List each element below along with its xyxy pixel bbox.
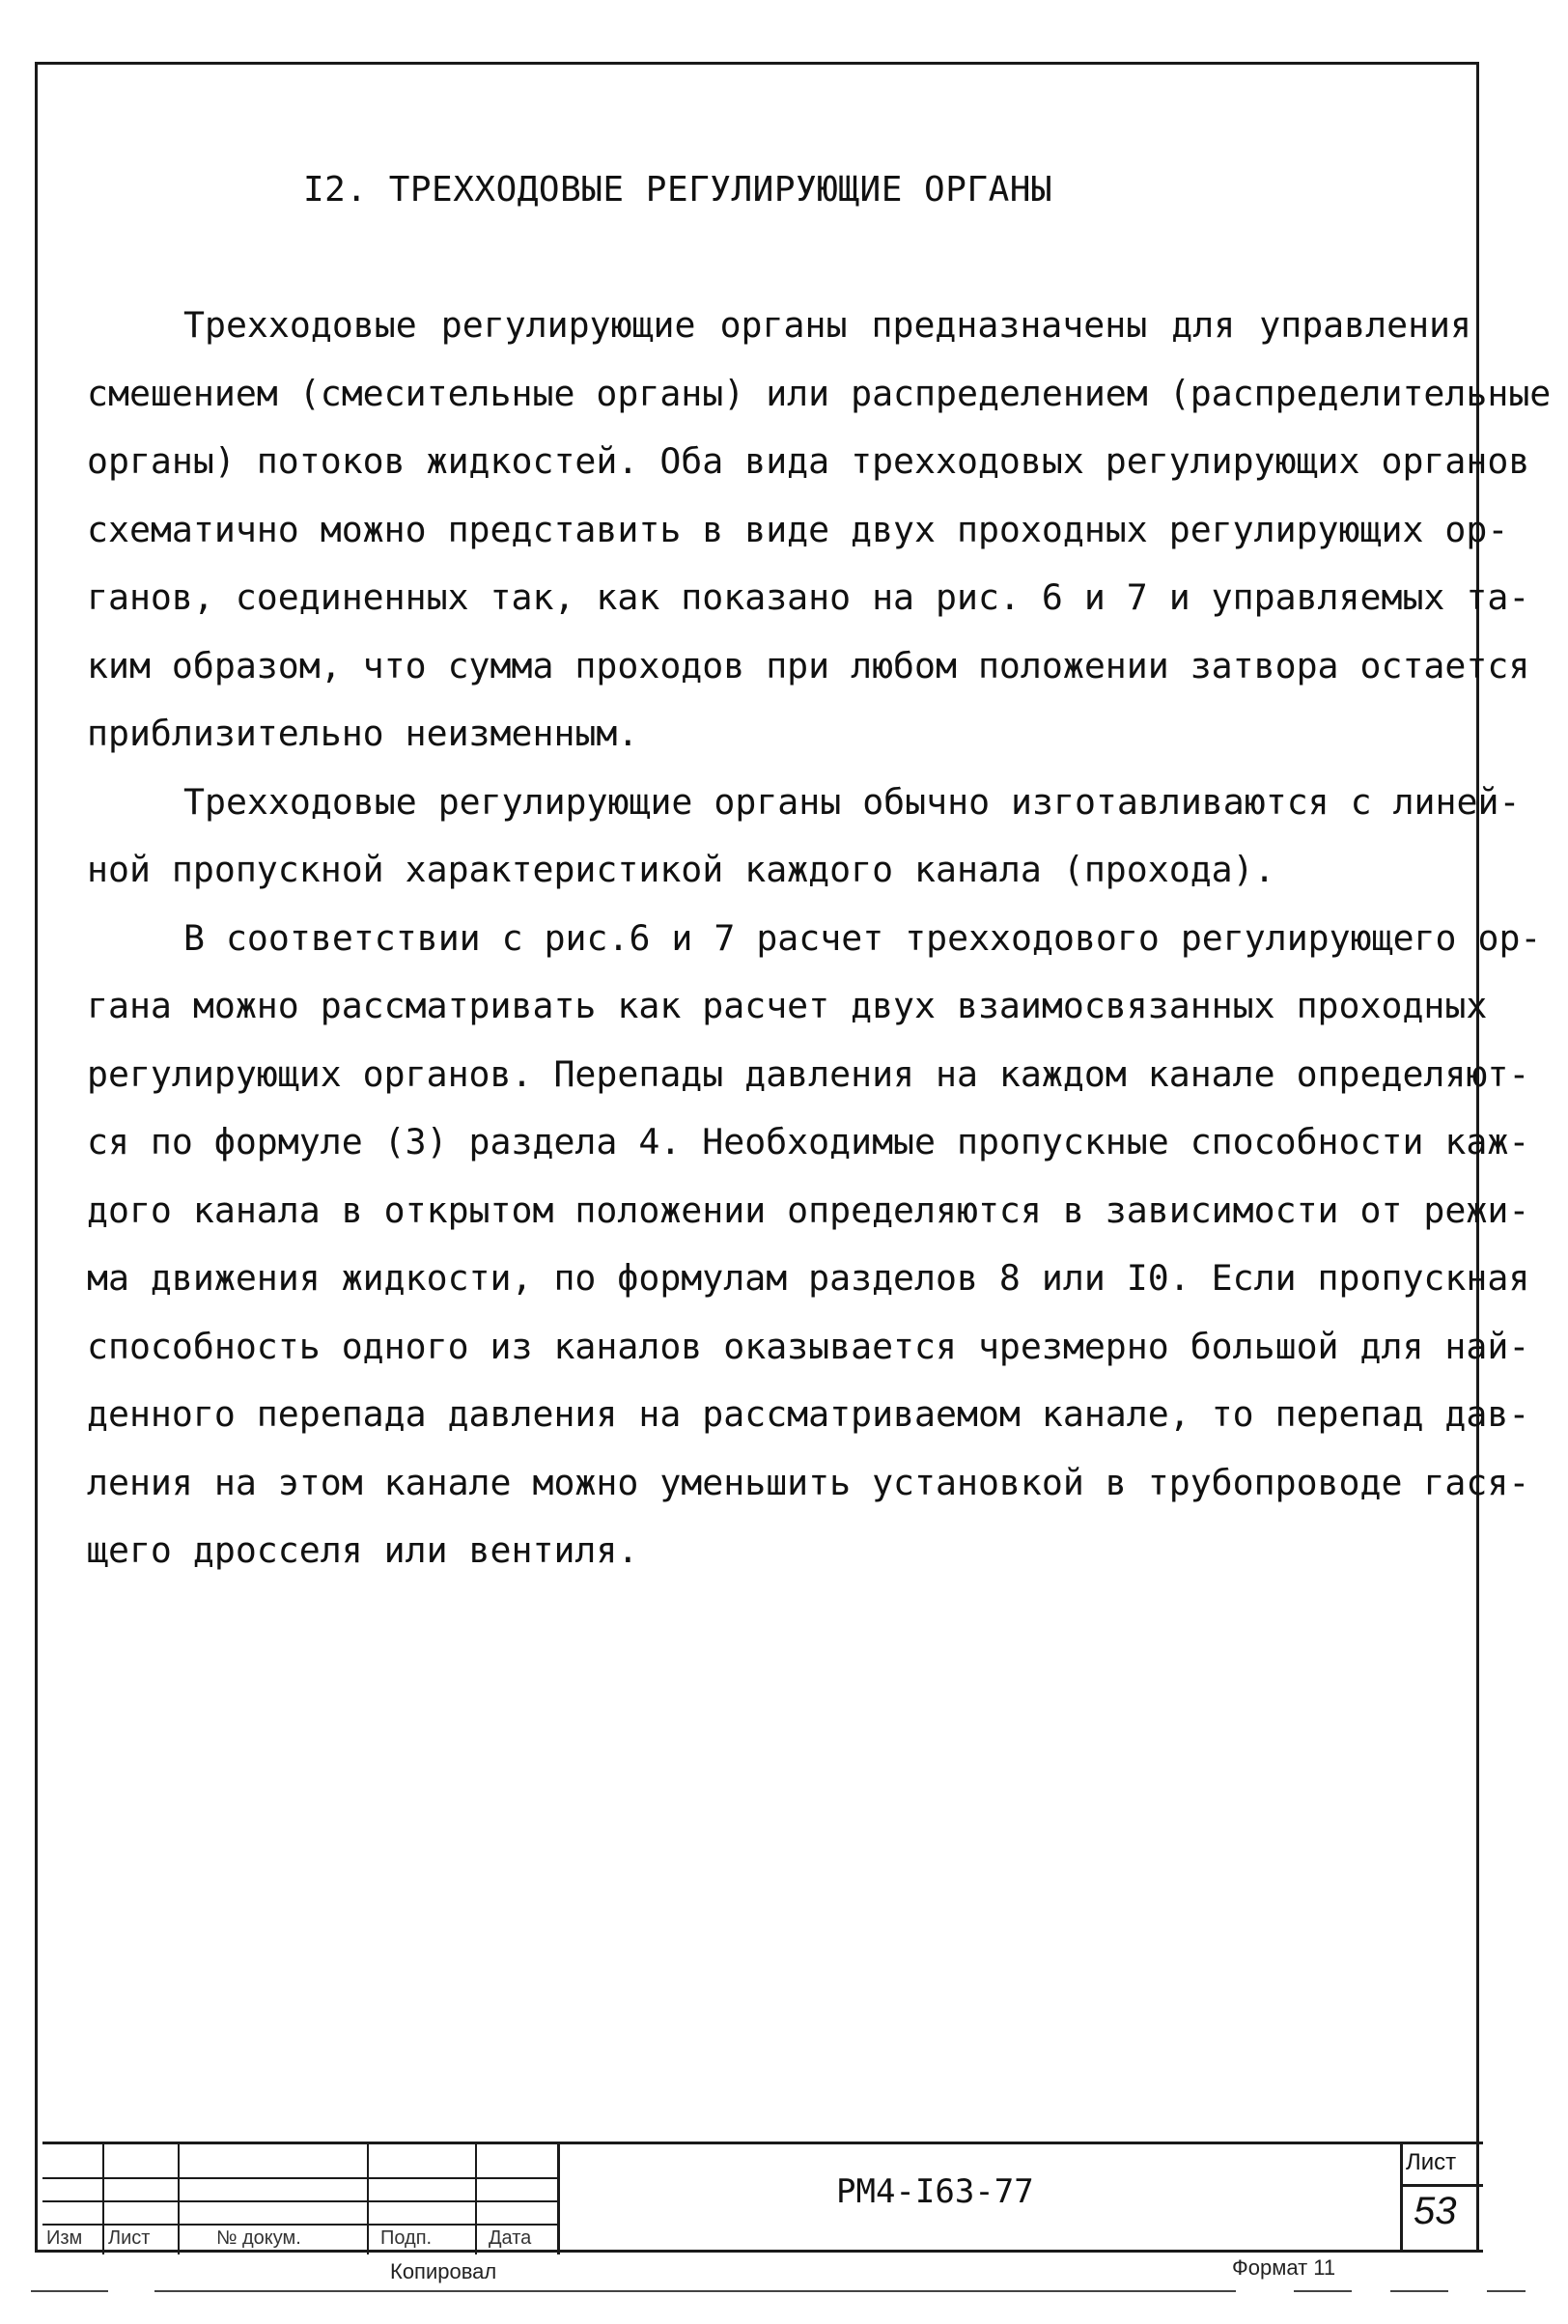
- paragraph-1-line-6: ким образом, что сумма проходов при любом положении затвора остается: [87, 644, 1530, 686]
- grid-row-line: [42, 2200, 560, 2202]
- paragraph-3-line-6: ма движения жидкости, по формулам разделов 8 или I0. Если пропускная: [87, 1257, 1530, 1299]
- paragraph-2-line-2: ной пропускной характеристикой каждого канала (прохода).: [87, 849, 1275, 890]
- paragraph-1-line-5: ганов, соединенных так, как показано на рис. 6 и 7 и управляемых та-: [87, 576, 1530, 618]
- column-label-sheet: Лист: [108, 2227, 151, 2249]
- paragraph-3-line-3: регулирующих органов. Перепады давления на каждом канале определяют-: [87, 1052, 1530, 1095]
- column-label-signature: Подп.: [380, 2227, 433, 2249]
- title-block: [42, 2142, 1483, 2252]
- footer-dash-line: [1487, 2290, 1526, 2292]
- paragraph-1-line-2: смешением (смесительные органы) или распределением (распределительные: [87, 372, 1552, 414]
- title-block-grid: [42, 2144, 560, 2254]
- paragraph-3-line-10: щего дросселя или вентиля.: [87, 1529, 639, 1571]
- section-title: I2. ТРЕХХОДОВЫЕ РЕГУЛИРУЮЩИЕ ОРГАНЫ: [303, 170, 1053, 210]
- paragraph-3-line-5: дого канала в открытом положении определяются в зависимости от режи-: [87, 1189, 1530, 1231]
- column-label-doc-number: № докум.: [216, 2227, 301, 2249]
- footer-copied-label: Копировал: [390, 2259, 497, 2283]
- paragraph-3-line-1: В соответствии с рис.6 и 7 расчет трехходового регулирующего ор-: [183, 916, 1542, 959]
- paragraph-3-line-8: денного перепада давления на рассматриваемом канале, то перепад дав-: [87, 1393, 1530, 1435]
- column-label-date: Дата: [489, 2227, 532, 2249]
- paragraph-1-line-4: схематично можно представить в виде двух проходных регулирующих ор-: [87, 508, 1509, 550]
- paragraph-1-line-3: органы) потоков жидкостей. Оба вида трехходовых регулирующих органов: [87, 440, 1530, 482]
- paragraph-1-line-7: приблизительно неизменным.: [87, 713, 639, 754]
- footer-dash-line: [154, 2290, 1236, 2292]
- document-code: РМ4-I63-77: [836, 2172, 1034, 2211]
- paragraph-3-line-9: ления на этом канале можно уменьшить установкой в трубопроводе гася-: [87, 1461, 1530, 1503]
- paragraph-2-line-1: Трехходовые регулирующие органы обычно изготавливаются с линей-: [183, 780, 1521, 823]
- footer-dash-line: [1390, 2290, 1448, 2292]
- paragraph-3-line-4: ся по формуле (3) раздела 4. Необходимые пропускные способности каж-: [87, 1121, 1530, 1162]
- paragraph-1-line-1: Трехходовые регулирующие органы предназначены для управления: [183, 304, 1471, 346]
- grid-row-line: [42, 2224, 560, 2226]
- footer-dash-line: [31, 2290, 108, 2292]
- paragraph-3-line-7: способность одного из каналов оказывается чрезмерно большой для най-: [87, 1325, 1530, 1367]
- body-text: [87, 292, 1552, 1585]
- bottom-frame-line: [35, 2250, 1483, 2253]
- grid-row-line: [42, 2177, 560, 2179]
- column-label-change: Изм: [46, 2227, 83, 2249]
- footer-dash-line: [1294, 2290, 1352, 2292]
- sheet-label: Лист: [1406, 2149, 1457, 2175]
- sheet-number: 53: [1414, 2190, 1457, 2232]
- footer-format-label: Формат 11: [1232, 2255, 1336, 2280]
- paragraph-3-line-2: гана можно рассматривать как расчет двух взаимосвязанных проходных: [87, 985, 1488, 1026]
